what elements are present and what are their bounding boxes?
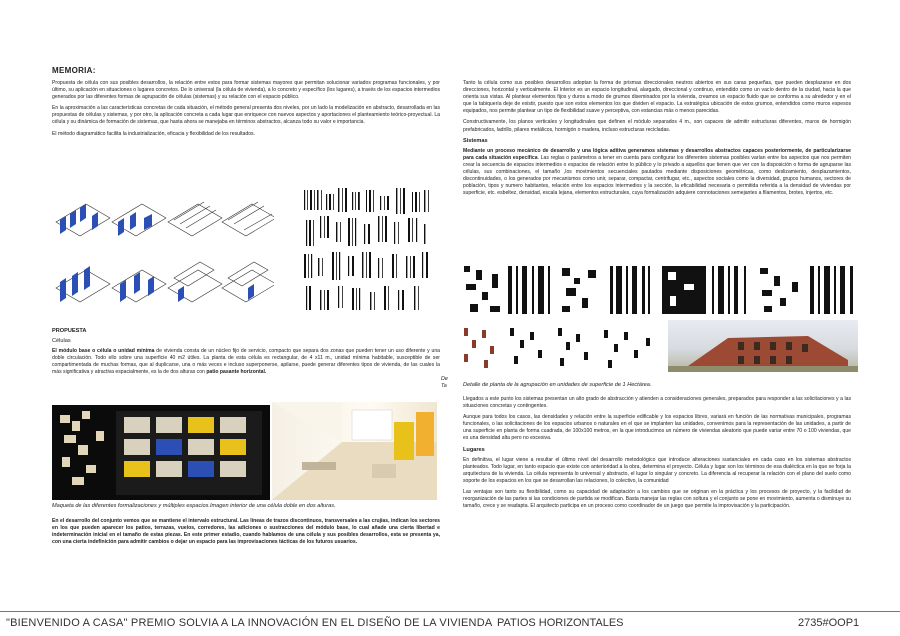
right-column-bottom: [463, 396, 851, 514]
model-caption: Maqueta de las diferentes formalizaciones y múltiples espacios.Imagen interior de una célula doble en dos alturas.: [52, 503, 336, 509]
hectarea-caption: Detalle de planta de la agrupación en unidades de superficie de 1 Hectárea.: [463, 382, 652, 388]
sistemas-bold-lead: Mediante un proceso mecánico de desarrollo y una lógica aditiva generamos sistemas y desarrollos abstractos capaces posteriormente, de particularizarse para cada situación específica: [463, 147, 851, 161]
celulas-paragraph: [52, 348, 440, 376]
footer: [0, 611, 900, 636]
conjunto-paragraph: En el desarrollo del conjunto vemos que se mantiene el intervalo estructural. Las líneas de trazos discontinuos, transversales a las crujías, indican los sectores en los que pueden aparecer los patios, terrazas, vuelos, corredores, las adiciones o sustracciones del módulo base, lo cual añade una cierta libertad e indeterminación inicial en el tamaño de estas piezas. En este primer estadio, cuando hablamos de una célula y sus posibles desarrollos, esta se presenta ya, con una cierta indefinición para admitir cambios o dejar un espacio para las improvisaciones tácticas de los futuros usuarios.: [52, 518, 440, 546]
model-photo: [52, 405, 270, 500]
propuesta-title: PROPUESTA: [52, 328, 87, 334]
right-paragraph-7: Las ventajas son tanto su flexibilidad, como su capacidad de adaptación a los cambios que se originan en la práctica y los procesos de proyecto, y la facilidad de reorganización de las partes si las condiciones de partida se modifican. Basta manejar las reglas con soltura y el conjunto se pone en movimiento, aumenta o disminuye su tamaño, crece y se readapta. El arquitecto participa en un proceso como coordinador de un juego que permite la improvisación y la participación.: [463, 489, 851, 510]
memoria-paragraph-3: El método diagramático facilita la industrialización, eficacia y flexibilidad de los resultados.: [52, 130, 256, 137]
right-paragraph-5: Aunque para todos los casos, las densidades y relación entre la superficie edificable y los espacios libres, variará en función de las normativas municipales, programas funcionales, o las solicitaciones de los espacios urbanos o naturales en el que se implanten las unidades, convenimos para la representación de las unidades, a partir de una superficie en planta de forma cuadrada, de 100x100 metros, en la que introducimos un número de viviendas aleatorio que puede variar entre 70 o 100 viviendas, que es una densidad alta pero no excesiva.: [463, 414, 851, 442]
propuesta-section: [52, 326, 440, 381]
footer-title: "BIENVENIDO A CASA" PREMIO SOLVIA A LA INNOVACIÓN EN EL DISEÑO DE LA VIVIENDA: [6, 617, 493, 629]
sistemas-paragraph: [463, 148, 851, 198]
system-patterns-row: [462, 262, 858, 318]
footer-subtitle: PATIOS HORIZONTALES: [497, 617, 624, 629]
memoria-text: [52, 80, 440, 142]
sistemas-text: . Las reglas o parámetros a tener en cuenta para configurar los diferentes sistemas posibles varían entre los aspectos que nos permiten crear la secuencia de espacios intermedios o espacios de relación entre lo público y lo privado a aquellos que tienen que ver con la disposición o forma de agruparse las células, sus combinaciones, el tamaño ,los movimientos secuenciales pautados mediante disposiciones geométricas, como deslizamiento, desplazamientos, discontinuidades, o los generados por mecanismos como unir, separar, compactar, centrifugar, etc., aspectos sociales como la diversidad, grupos humanos, sectores de población, tipos y numero habitantes, relación entre los espacios intermedios y la sección, la eficabilidad necesaria o permitida referida a la densidad de viviendas por superficie, etc. esbeltez, densidad, escala lejana, elementos estructurales, cuya formalización adquiere connotaciones semejantes a filamentos, brotes, injertos, etc.: [463, 154, 851, 197]
sistemas-title: Sistemas: [463, 137, 488, 144]
conjunto-section: [52, 518, 440, 550]
interior-render: [272, 402, 437, 500]
footer-divider: [0, 611, 900, 612]
lugares-paragraph: En definitiva, el lugar viene a resultar el último nivel del desarrollo metodológico que introduce alteraciones sustanciales en cada caso en los sistemas abstractos planteados. Todo lugar, en tanto espacio que existe con anterioridad a la obra, determina el proyecto. Célula y lugar son los términos de esa dialéctica en la que se forja la arquitectura de la vivienda. La célula representa lo universal y abstracto, el lugar lo singular y concreto. La diferencia al recuperar la relación con el plano del suelo como soporte de los espacios en los que se desarrollan las relaciones, lo colectivo, la comunidad: [463, 456, 851, 484]
memoria-paragraph-1: Propuesta de célula con sus posibles desarrollos, la relación entre estos para formar sistemas mayores que permitan solucionar variados programas funcionales, y por último, su aplicación en situaciones o lugares concretos. De lo universal (la célula de vivienda), a lo concreto y específico (los lugares), a través de los espacios intermedios generados por las diferentes formas de agrupación de células (sistemas) y su relación con el espacio público.: [52, 80, 440, 101]
right-paragraph-4: Llegados a este punto los sistemas presentan un alto grado de abstracción y atienden a consideraciones generales, preparados para responder a las solicitaciones y a las situaciones concretas y contingentes.: [463, 396, 851, 410]
memoria-title: MEMORIA:: [52, 66, 96, 75]
lugares-title: Lugares: [463, 446, 485, 453]
right-paragraph-2: Constructivamente, los planos verticales y longitudinales que definen el módulo separados 4 m., son capaces de admitir estructuras diferentes, muros de hormigón prefabricados, ladrillo, pilares metálicos, hormigón o madera, incluso estructuras recicladas.: [463, 119, 851, 133]
plan-pattern-image: [302, 186, 434, 314]
side-caption: De Ta: [441, 376, 448, 389]
right-column-top: [463, 80, 851, 201]
building-photo: [668, 320, 858, 372]
footer-code: 2735#OOP1: [798, 617, 860, 629]
memoria-paragraph-2: En la aproximación a las características concretas de cada situación, el método general presenta dos niveles, por un lado la modelización en abstracto, desarrollada en las propuestas de células y sistemas, y por otro, la aplicación concreta a cada lugar que enriquece con nuevos aspectos y aportaciones el planteamiento teórico-proyectual. La célula y su dinámica de formación de sistemas, que hasta ahora se manejaba en términos abstractos, alcanza todo su valor e importancia.: [52, 105, 440, 126]
celulas-bold-lead: El módulo base o célula o unidad mínima: [52, 348, 155, 355]
brick-blocks-pattern: [462, 322, 662, 372]
celulas-text: de vivienda consta de un núcleo fijo de servicio, compacto que separa dos zonas que pueden tener un uso diferente y una doble circulación. Todo ello sobre una superficie 40 m2 útiles. La planta de esta célula es rectangular, de 4 x11 m., unidad mínima habitable, susceptible de ser compartimentada de muchas formas, que al duplicarse, una o más veces e incluso superponerse, apilarse, puede generar diferentes tipos de vivienda, de las cuales la más significativa y atractiva espacialmente, es la de dos alturas con: [52, 348, 440, 376]
right-paragraph-1: Tanto la célula como sus posibles desarrollos adoptan la forma de prismas direccionales neutros abiertos en sus caras pequeñas, que pueden desplazarse en dos direcciones, horizontal y verticalmente. El Interior es un espacio longitudinal, alargado, direccional y continuo, entendido como un vacío dentro de la ciudad, hacia la que orienta sus vistas. Al plantear elementos fijos y duros a modo de grumos diseminados por la vivienda, creamos un espacio fluido que se conforma a su alrededor y en el que la tabiquería deje de existir, puesto que son estos elementos los que dividen el espacio. La estratégica ubicación de estos grumos, entendidos como muros espesos equipados, nos permite plantear un tipo de flexibilidad suave y perceptiva, con estancias más o menos parecidas.: [463, 80, 851, 115]
celulas-subtitle: Células: [52, 338, 71, 345]
isometric-diagrams-image: [52, 182, 274, 317]
celulas-bold-tail: patio pasante horizontal.: [206, 369, 267, 376]
